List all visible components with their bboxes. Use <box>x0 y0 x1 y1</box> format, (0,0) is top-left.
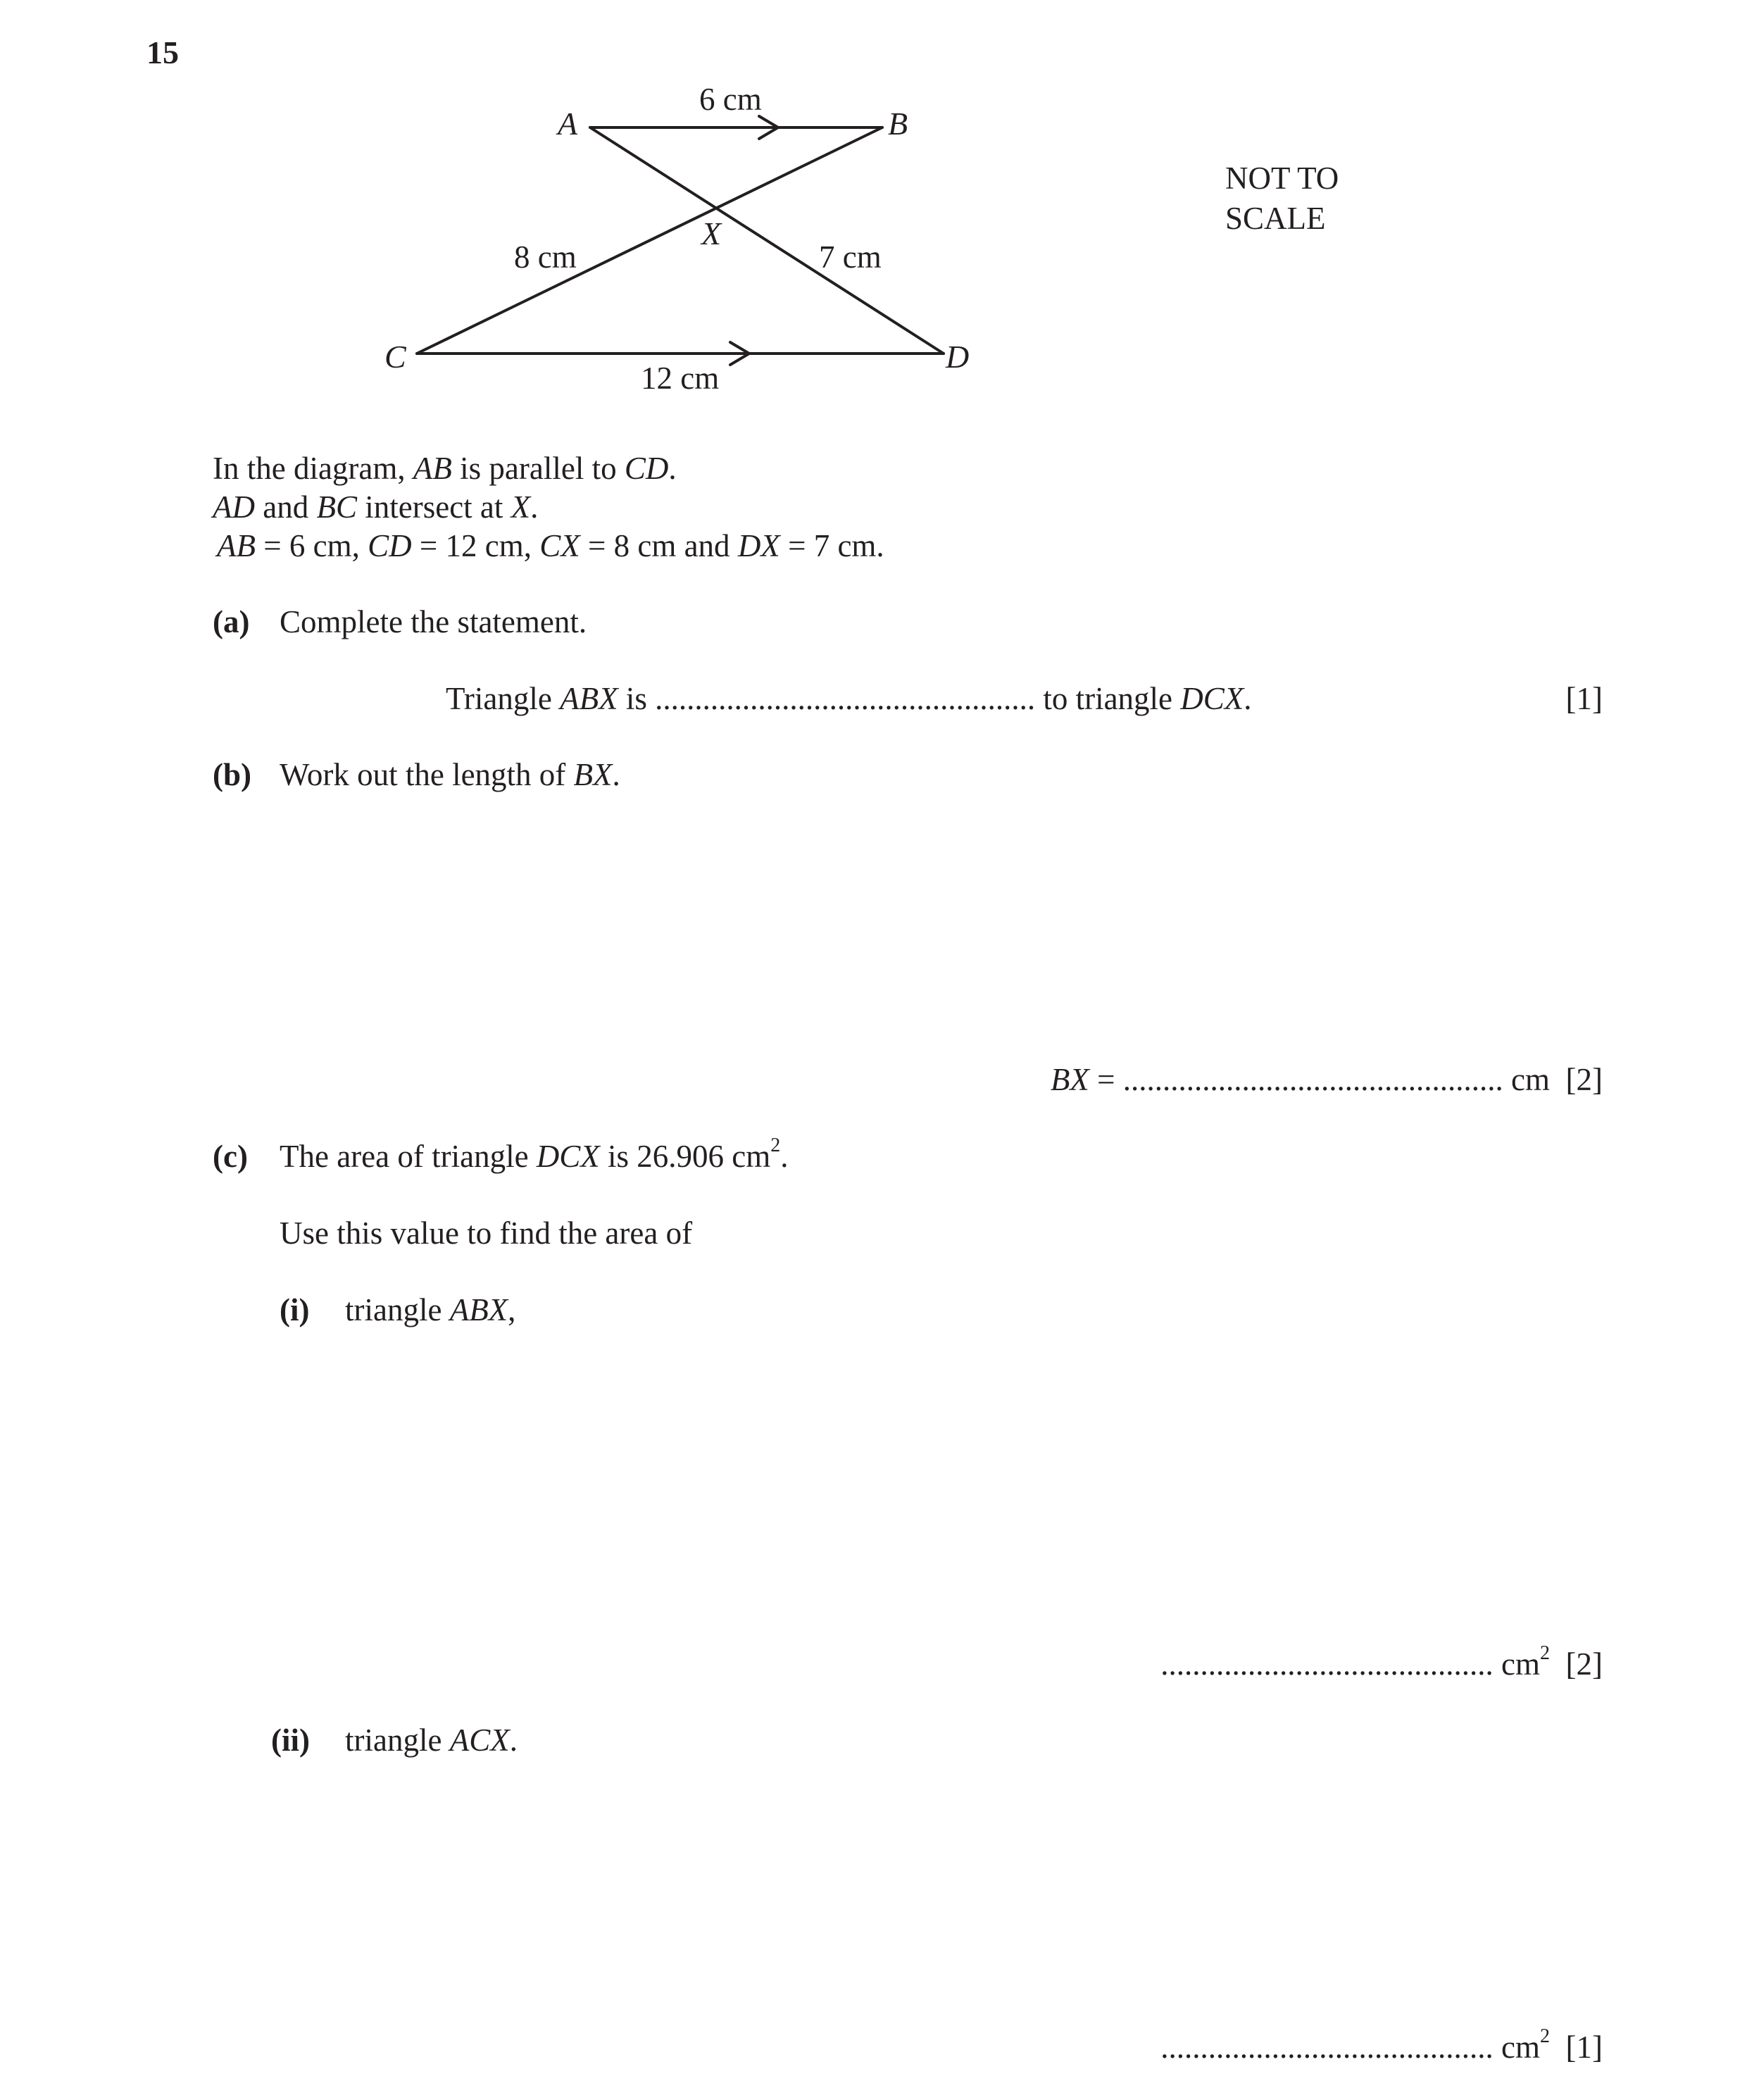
part-a-statement: Triangle ABX is ................................................ to triangle DCX. <box>446 681 1252 716</box>
segment-ad <box>590 127 944 354</box>
point-c-label: C <box>384 339 406 375</box>
part-a-marks: [1] <box>1565 681 1603 716</box>
part-c-label: (c) <box>213 1139 248 1174</box>
part-c-i-label: (i) <box>280 1292 310 1327</box>
part-b-marks: [2] <box>1565 1062 1603 1097</box>
part-c-ii-text: triangle ACX. <box>345 1723 518 1758</box>
part-b-answer-blank[interactable]: ................................................ <box>1122 1062 1503 1097</box>
part-c-ii-marks: [1] <box>1565 2030 1603 2065</box>
not-to-scale-line2: SCALE <box>1225 201 1326 236</box>
intro-line-3: AB = 6 cm, CD = 12 cm, CX = 8 cm and DX = 7 cm. <box>217 528 884 563</box>
segment-bc <box>417 127 882 354</box>
intro-line-2: AD and BC intersect at X. <box>213 489 539 525</box>
part-c-statement: The area of triangle DCX is 26.906 $cm^2$. <box>280 1135 789 1174</box>
part-b-answer-line: BX = ................................................ cm [2] <box>1050 1062 1603 1097</box>
point-x-label: X <box>701 215 722 251</box>
not-to-scale-line1: NOT TO <box>1225 161 1339 196</box>
part-c-ii-answer-line: .......................................... $cm^2$ [1] <box>1160 2025 1603 2065</box>
part-a-answer-blank[interactable]: ................................................ <box>655 681 1036 716</box>
part-c-i-text: triangle ABX, <box>345 1292 516 1327</box>
part-b-instruction: Work out the length of BX. <box>280 757 620 792</box>
geometry-diagram <box>0 0 1747 451</box>
point-d-label: D <box>946 339 970 375</box>
not-to-scale-note <box>1225 158 1339 239</box>
part-a-label: (a) <box>213 604 250 639</box>
label-cx-length: 8 cm <box>514 239 577 275</box>
point-b-label: B <box>888 106 908 142</box>
part-c-ii-label: (ii) <box>271 1723 310 1758</box>
label-cd-length: 12 cm <box>641 361 720 396</box>
part-c-i-answer-line: .......................................... $cm^2$ [2] <box>1160 1642 1603 1682</box>
part-c-i-marks: [2] <box>1565 1646 1603 1682</box>
part-c-instruction: Use this value to find the area of <box>280 1215 693 1251</box>
label-ab-length: 6 cm <box>699 82 762 117</box>
part-c-i-answer-blank[interactable]: .......................................... <box>1160 1646 1494 1682</box>
part-b-label: (b) <box>213 757 251 792</box>
question-number: 15 <box>146 35 179 70</box>
point-a-label: A <box>558 106 578 142</box>
intro-line-1: In the diagram, AB is parallel to CD. <box>213 451 677 486</box>
part-a-instruction: Complete the statement. <box>280 604 587 639</box>
part-c-ii-answer-blank[interactable]: .......................................... <box>1160 2030 1494 2065</box>
label-dx-length: 7 cm <box>819 239 882 275</box>
